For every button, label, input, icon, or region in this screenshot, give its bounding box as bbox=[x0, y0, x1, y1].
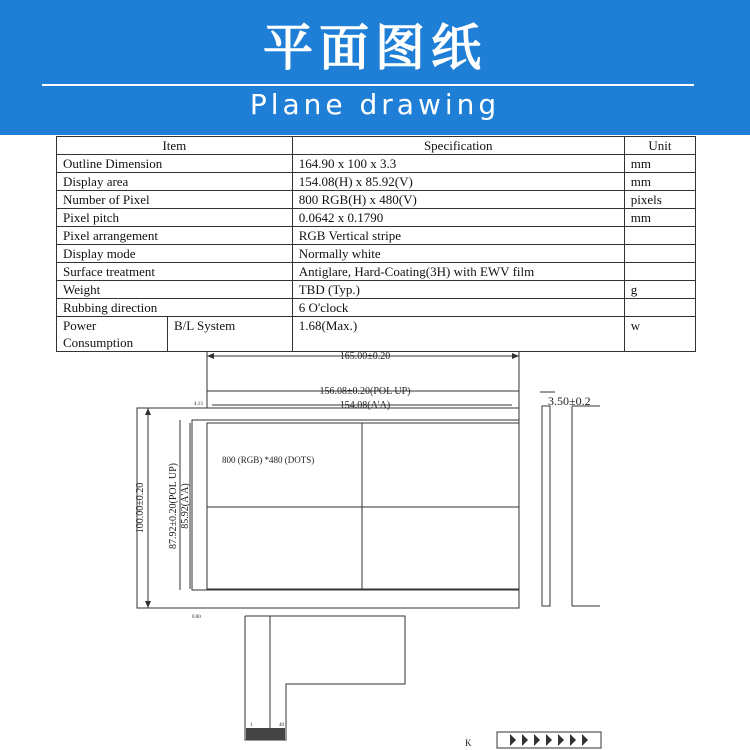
led-diode-marks bbox=[510, 734, 588, 746]
row-item: Display area bbox=[57, 173, 293, 191]
power-label-line2: Consumption bbox=[63, 335, 134, 350]
fpc-connector bbox=[246, 728, 285, 740]
specification-table bbox=[56, 136, 696, 352]
table-row bbox=[57, 245, 696, 263]
polarizer-outline bbox=[192, 420, 519, 590]
dim-aa-width: 154.08(A'A) bbox=[339, 400, 391, 411]
row-item: Rubbing direction bbox=[57, 299, 293, 317]
row-item: Weight bbox=[57, 281, 293, 299]
table-row bbox=[57, 281, 696, 299]
row-item: Outline Dimension bbox=[57, 155, 293, 173]
row-spec: TBD (Typ.) bbox=[292, 281, 624, 299]
row-spec: 800 RGB(H) x 480(V) bbox=[292, 191, 624, 209]
fpc-pin-last: 40 bbox=[279, 723, 284, 728]
table-row-power bbox=[57, 317, 696, 352]
module-outline bbox=[137, 408, 519, 608]
header-banner bbox=[0, 0, 750, 135]
table-row bbox=[57, 299, 696, 317]
column-header-specification: Specification bbox=[292, 137, 624, 155]
small-offset-bottom: 0.00 bbox=[192, 615, 201, 620]
resolution-label: 800 (RGB) *480 (DOTS) bbox=[222, 455, 315, 465]
row-unit bbox=[624, 299, 695, 317]
page-title: 平面图纸 bbox=[263, 19, 487, 77]
row-unit: mm bbox=[624, 155, 695, 173]
power-label bbox=[57, 317, 168, 351]
row-spec: 0.0642 x 0.1790 bbox=[292, 209, 624, 227]
row-spec: 154.08(H) x 85.92(V) bbox=[292, 173, 624, 191]
table-row bbox=[57, 227, 696, 245]
side-view-profile bbox=[542, 406, 550, 606]
dim-pol-width: 156.08±0.20(POL UP) bbox=[319, 386, 411, 397]
row-spec: Normally white bbox=[292, 245, 624, 263]
table-header-row bbox=[57, 137, 696, 155]
dim-outline-width: 165.00±0.20 bbox=[339, 351, 391, 362]
row-unit: pixels bbox=[624, 191, 695, 209]
row-item: Surface treatment bbox=[57, 263, 293, 281]
dim-pol-height: 87.92±0.20(POL UP) bbox=[168, 463, 179, 549]
power-sub-item: B/L System bbox=[174, 318, 236, 333]
dim-thickness: 3.50±0.2 bbox=[548, 394, 591, 408]
row-item: Display mode bbox=[57, 245, 293, 263]
row-spec: 164.90 x 100 x 3.3 bbox=[292, 155, 624, 173]
row-item: Pixel pitch bbox=[57, 209, 293, 227]
dim-outline-height: 100.00±0.20 bbox=[135, 482, 146, 534]
row-unit bbox=[624, 227, 695, 245]
power-label-line1: Power bbox=[63, 318, 97, 333]
row-spec: RGB Vertical stripe bbox=[292, 227, 624, 245]
mechanical-drawing bbox=[0, 348, 750, 750]
row-unit-power: w bbox=[624, 317, 695, 352]
table-row bbox=[57, 263, 696, 281]
active-area-outline bbox=[207, 423, 519, 589]
row-unit: g bbox=[624, 281, 695, 299]
small-offset-top: 4.13 bbox=[194, 402, 203, 407]
table-row bbox=[57, 173, 696, 191]
title-divider bbox=[42, 84, 694, 86]
dim-aa-height: 85.92(A'A) bbox=[180, 483, 191, 529]
page-subtitle: Plane drawing bbox=[249, 88, 501, 121]
fpc-pin-first: 1 bbox=[250, 723, 253, 728]
row-unit: mm bbox=[624, 173, 695, 191]
row-item: Pixel arrangement bbox=[57, 227, 293, 245]
table-row bbox=[57, 191, 696, 209]
row-item-power bbox=[57, 317, 293, 352]
row-spec: Antiglare, Hard-Coating(3H) with EWV film bbox=[292, 263, 624, 281]
row-unit bbox=[624, 263, 695, 281]
row-spec-power: 1.68(Max.) bbox=[292, 317, 624, 352]
row-spec: 6 O'clock bbox=[292, 299, 624, 317]
bottom-letter: K bbox=[465, 738, 472, 748]
column-header-item: Item bbox=[57, 137, 293, 155]
row-item: Number of Pixel bbox=[57, 191, 293, 209]
fpc-tail bbox=[245, 616, 405, 740]
column-header-unit: Unit bbox=[624, 137, 695, 155]
table-row bbox=[57, 155, 696, 173]
row-unit: mm bbox=[624, 209, 695, 227]
table-row bbox=[57, 209, 696, 227]
row-unit bbox=[624, 245, 695, 263]
